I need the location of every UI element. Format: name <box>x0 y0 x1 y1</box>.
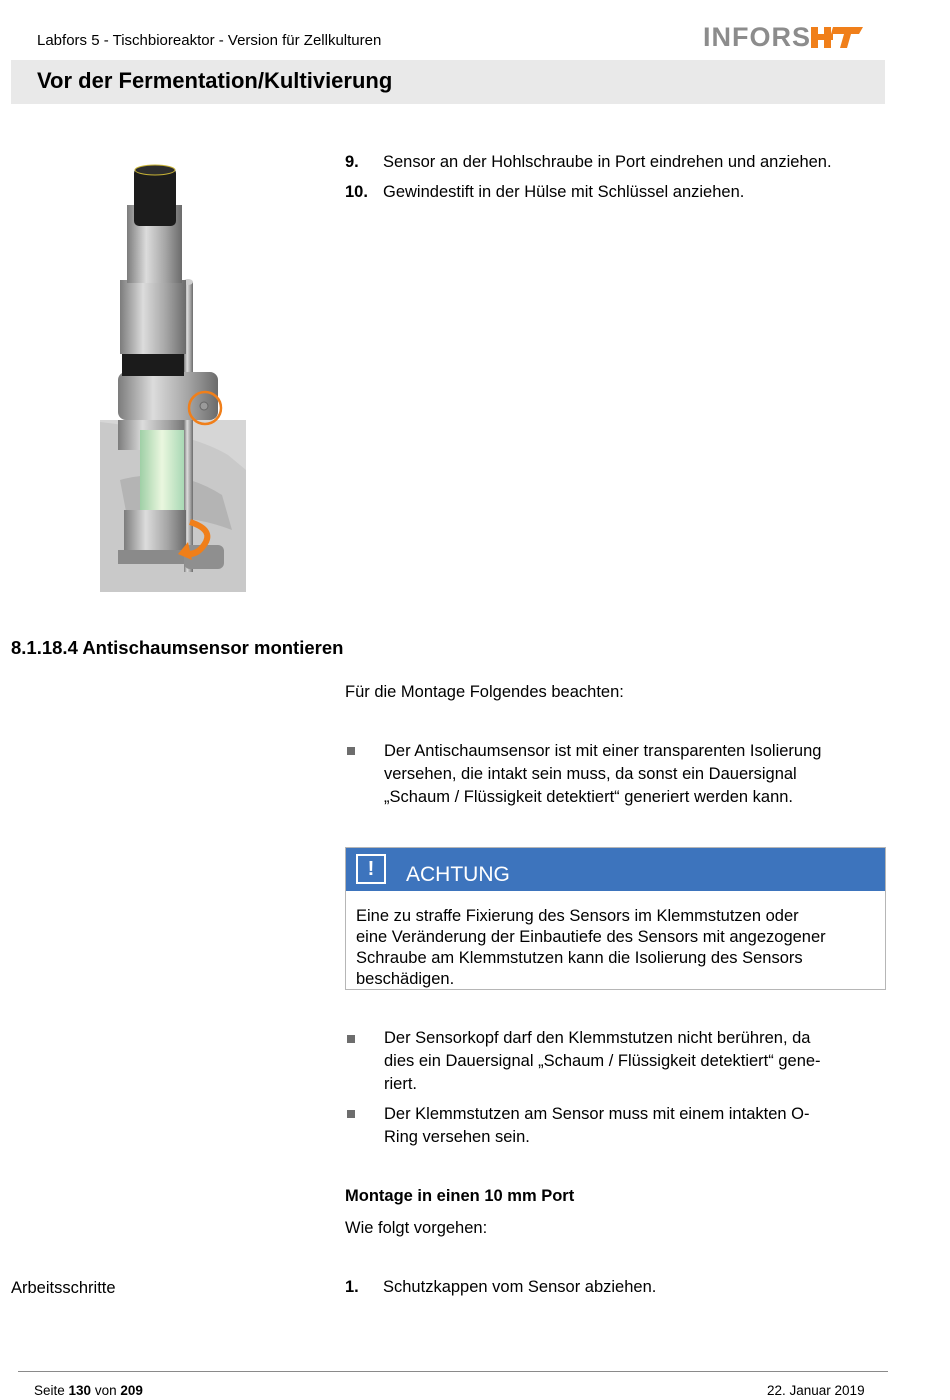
bullet-item <box>384 740 821 809</box>
warning-line: eine Veränderung der Einbautiefe des Sensors mit angezogener <box>356 928 826 946</box>
bullet-icon <box>347 747 355 755</box>
page-number <box>34 1383 143 1398</box>
bullet-line: Der Klemmstutzen am Sensor muss mit einem intakten O- <box>384 1105 810 1123</box>
bullet-line: Der Antischaumsensor ist mit einer transparenten Isolierung <box>384 742 822 760</box>
bullet-item <box>384 1027 821 1096</box>
bullet-icon <box>347 1110 355 1118</box>
page-mid: von <box>91 1383 121 1398</box>
footer-date: 22. Januar 2019 <box>767 1383 865 1398</box>
warning-title: ACHTUNG <box>406 863 510 886</box>
current-page: 130 <box>68 1383 92 1398</box>
warning-box <box>345 847 886 990</box>
total-pages: 209 <box>120 1383 143 1398</box>
logo-text: INFORS <box>703 22 812 52</box>
company-logo <box>703 22 863 52</box>
step-text: Sensor an der Hohlschraube in Port eindrehen und anziehen. <box>383 153 832 171</box>
side-label: Arbeitsschritte <box>11 1279 116 1297</box>
step-number: 9. <box>345 153 359 171</box>
bullet-line: Der Sensorkopf darf den Klemmstutzen nicht berühren, da <box>384 1029 811 1047</box>
bullet-line: riert. <box>384 1075 417 1093</box>
footer-divider <box>18 1371 888 1372</box>
warning-line: beschädigen. <box>356 970 455 988</box>
bullet-line: Ring versehen sein. <box>384 1128 530 1146</box>
document-title: Labfors 5 - Tischbioreaktor - Version für Zellkulturen <box>37 32 382 49</box>
logo-accent-icon <box>811 24 863 50</box>
warning-header <box>346 848 885 891</box>
step-text: Gewindestift in der Hülse mit Schlüssel anziehen. <box>383 183 745 201</box>
bullet-line: versehen, die intakt sein muss, da sonst ein Dauersignal <box>384 765 797 783</box>
montage-heading: Montage in einen 10 mm Port <box>345 1187 575 1205</box>
montage-intro: Wie folgt vorgehen: <box>345 1219 488 1237</box>
bullet-line: „Schaum / Flüssigkeit detektiert“ generiert werden kann. <box>384 788 794 806</box>
exclamation-icon: ! <box>356 854 386 884</box>
bullet-item <box>384 1103 809 1149</box>
step-text: Schutzkappen vom Sensor abziehen. <box>383 1278 657 1296</box>
warning-text <box>356 906 881 990</box>
step-number: 10. <box>345 183 368 201</box>
bullet-line: dies ein Dauersignal „Schaum / Flüssigkeit detektiert“ gene- <box>384 1052 821 1070</box>
warning-line: Schraube am Klemmstutzen kann die Isolierung des Sensors <box>356 949 803 967</box>
sensor-mounting-illustration <box>100 150 246 592</box>
page-prefix: Seite <box>34 1383 69 1398</box>
warning-line: Eine zu straffe Fixierung des Sensors im Klemmstutzen oder <box>356 907 799 925</box>
step-number: 1. <box>345 1278 359 1296</box>
section-intro: Für die Montage Folgendes beachten: <box>345 683 624 701</box>
section-heading: 8.1.18.4 Antischaumsensor montieren <box>11 637 344 658</box>
bullet-icon <box>347 1035 355 1043</box>
page-section-title: Vor der Fermentation/Kultivierung <box>37 68 393 93</box>
